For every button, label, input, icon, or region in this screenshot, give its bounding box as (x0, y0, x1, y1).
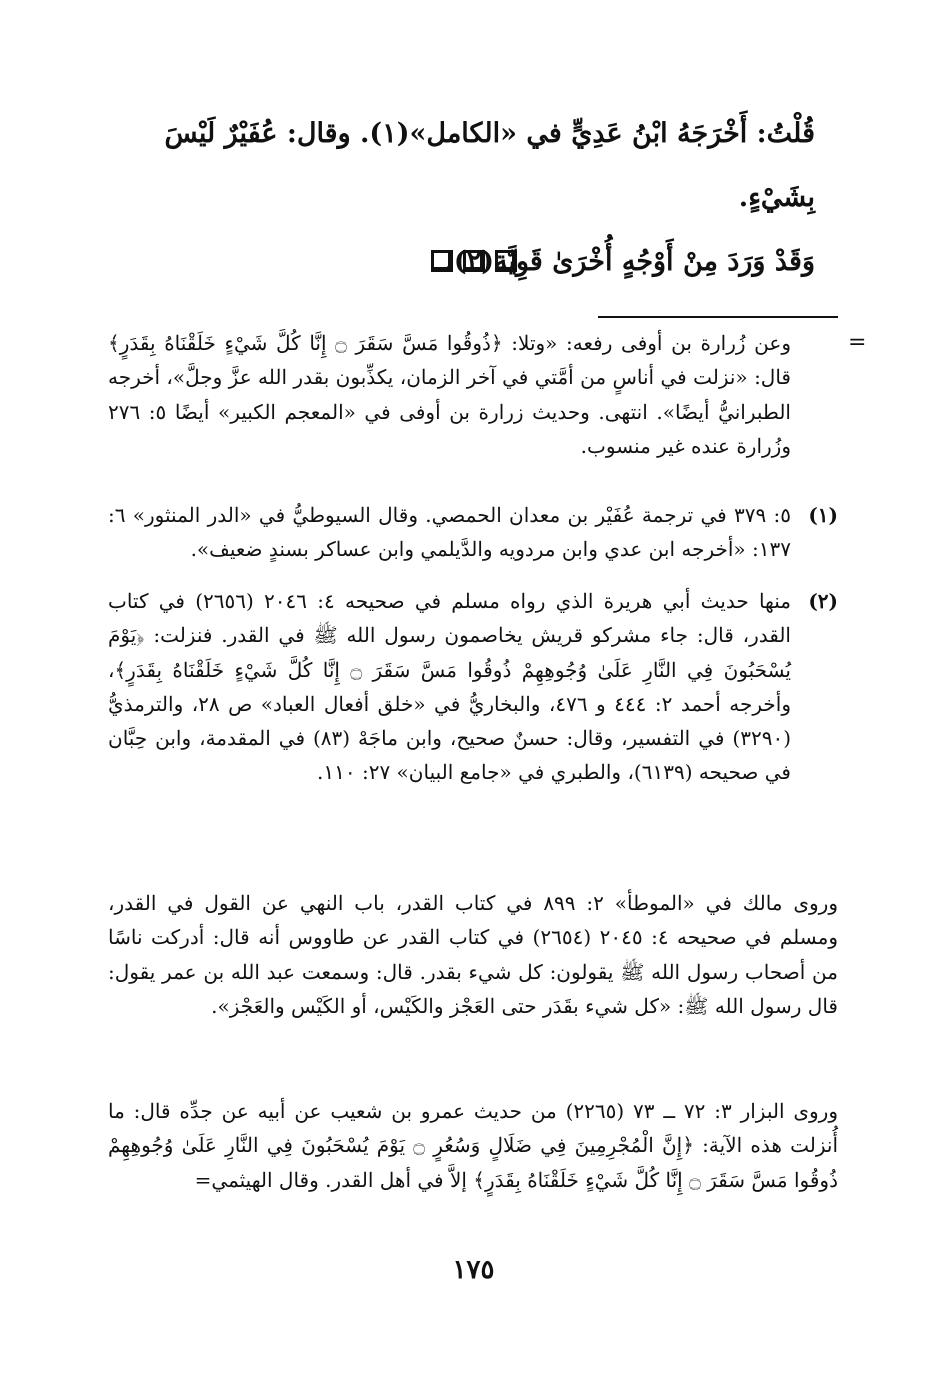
footnote-1-text: ٥: ٣٧٩ في ترجمة عُفَيْر بن معدان الحمصي. وقال السيوطيُّ في «الدر المنثور» ٦: ١٣٧: «أخرجه ابن عدي وابن مردويه والدَّيلمي وابن عساكر بسندٍ ضعيف». (108, 503, 791, 562)
footnote-divider (598, 316, 838, 318)
footnote-2-text: منها حديث أبي هريرة الذي رواه مسلم في صحيحه ٤: ٢٠٤٦ (٢٦٥٦) في كتاب القدر، قال: جاء مشركو قريش يخاصمون رسول الله ﷺ في القدر. فنزلت: ﴿يَوْمَ يُسْحَبُونَ فِي النَّارِ عَلَىٰ وُجُوهِهِمْ ذُوقُوا مَسَّ سَقَرَ ۝ إِنَّا كُلَّ شَيْءٍ خَلَقْنَاهُ بِقَدَرٍ﴾، وأخرجه أحمد ٢: ٤٤٤ و ٤٧٦، والبخاريُّ في «خلق أفعال العباد» ص ٢٨، والترمذيُّ (٣٢٩٠) في التفسير، وقال: حسنٌ صحيح، وابن ماجَهْ (٨٣) في المقدمة، وابن حِبَّان في صحيحه (٦١٣٩)، والطبري في «جامع البيان» ٢٧: ١١٠. (108, 589, 792, 785)
footnote-1-marker: (١) (808, 503, 838, 527)
paragraph-malik-text: وروى مالك في «الموطأ» ٢: ٨٩٩ في كتاب القدر، باب النهي عن القول في القدر، ومسلم في صحيحه ٤: ٢٠٤٥ (٢٦٥٤) في كتاب القدر عن طاووس أنه قال: أدركت ناسًا من أصحاب رسول الله ﷺ يقولون: كل شيء بقدر. قال: وسمعت عبد الله بن عمر يقول: قال رسول الله ﷺ: «كل شيء بقَدَر حتى العَجْز والكَيْس، أو الكَيْس والعَجْز». (108, 891, 838, 1018)
footnote-continuation (108, 326, 838, 463)
separator-square-icon (495, 250, 517, 272)
footnote-1 (108, 498, 838, 567)
main-text-line-1: قُلْتُ: أَخْرَجَهُ ابْنُ عَدِيٍّ في «الكامل»(١). وقال: عُفَيْرٌ لَيْسَ بِشَيْءٍ. (164, 118, 815, 213)
main-text-line-2: وَقَدْ وَرَدَ مِنْ أَوْجُهٍ أُخْرَىٰ قَوِيَّة(٢). (444, 246, 815, 277)
paragraph-bazzar-text: وروى البزار ٣: ٧٢ ــ ٧٣ (٢٢٦٥) من حديث عمرو بن شعيب عن أبيه عن جدِّه قال: ما أُنزلت هذه الآية: ﴿إِنَّ الْمُجْرِمِينَ فِي ضَلَالٍ وَسُعُرٍ ۝ يَوْمَ يُسْحَبُونَ فِي النَّارِ عَلَىٰ وُجُوهِهِمْ ذُوقُوا مَسَّ سَقَرَ ۝ إِنَّا كُلَّ شَيْءٍ خَلَقْنَاهُ بِقَدَرٍ﴾ إلاَّ في أهل القدر. وقال الهيثمي= (108, 1099, 839, 1192)
footnote-paragraph-malik (108, 886, 838, 1023)
separator-square-icon (431, 250, 453, 272)
footnote-continuation-text: وعن زُرارة بن أوفى رفعه: «وتلا: ﴿ذُوقُوا مَسَّ سَقَرَ ۝ إِنَّا كُلَّ شَيْءٍ خَلَقْنَاهُ بِقَدَرٍ﴾ قال: «نزلت في أناسٍ من أمَّتي في آخر الزمان، يكذِّبون بقدر الله عزَّ وجلَّ»، أخرجه الطبرانيُّ أيضًا». انتهى. وحديث زرارة بن أوفى في «المعجم الكبير» أيضًا ٥: ٢٧٦ وزُرارة عنده غير منسوب. (108, 331, 791, 458)
section-separator (0, 250, 947, 272)
continuation-marker: = (848, 330, 867, 355)
page-number: ١٧٥ (452, 1255, 495, 1285)
footnote-2-marker: (٢) (808, 589, 838, 613)
footnote-paragraph-bazzar (108, 1094, 838, 1197)
footnote-2 (108, 584, 838, 790)
separator-square-icon (463, 250, 485, 272)
